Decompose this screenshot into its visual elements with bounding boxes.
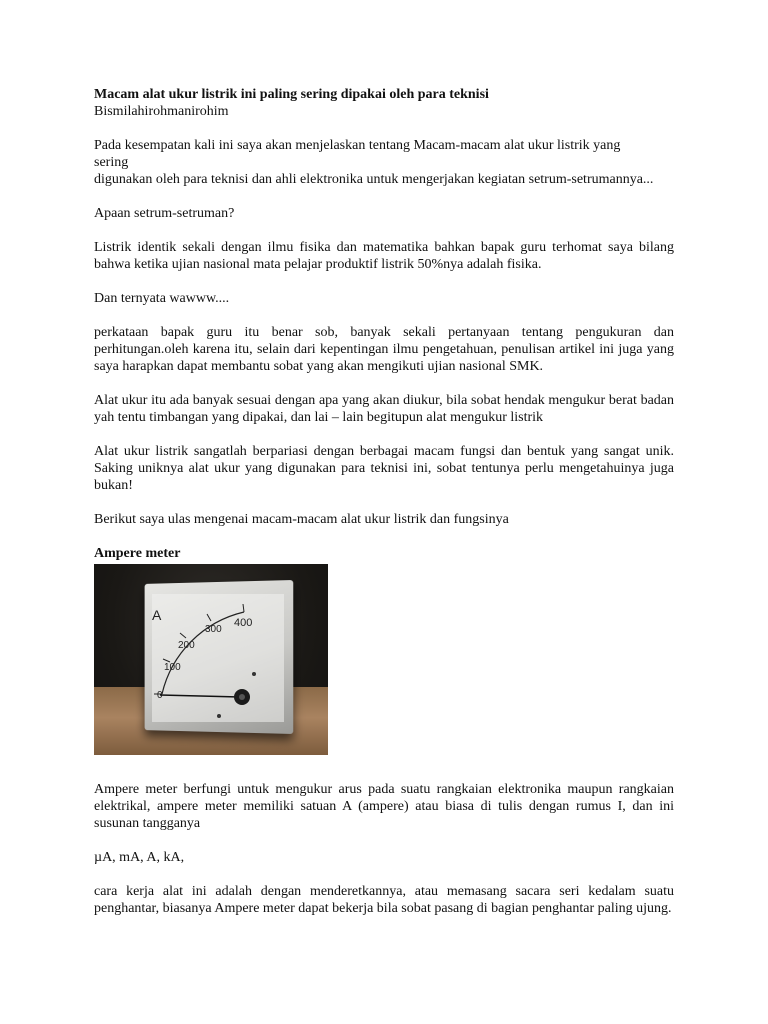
article-title: Macam alat ukur listrik ini paling sering dipakai oleh para teknisi [94,87,489,102]
paragraph-tools: Alat ukur itu ada banyak sesuai dengan apa yang akan diukur, bila sobat hendak mengukur berat badan yah tentu timbangan yang dipakai, dan lai – lain begitupun alat mengukur listrik [94,393,674,425]
question-text: Apaan setrum-setruman? [94,206,235,221]
paragraph-intro-line1: Pada kesempatan kali ini saya akan menjelaskan tentang Macam-macam alat ukur listrik yang [94,138,621,153]
paragraph-ampere-function: Ampere meter berfungi untuk mengukur arus pada suatu rangkaian elektronika maupun rangkaian elektrikal, ampere meter memiliki satuan A (ampere) atau biasa di tulis dengan rumus I, dan ini susunan tangganya [94,782,674,831]
meter-scale-label: 400 [234,617,253,629]
meter-dial-drawing [94,564,328,755]
meter-scale-label: 200 [178,640,195,651]
paragraph-intro-line3: digunakan oleh para teknisi dan ahli elektronika untuk mengerjakan kegiatan setrum-setrumannya... [94,172,654,187]
paragraph-how-it-works: cara kerja alat ini adalah dengan menderetkannya, atau memasang sacara seri kedalam suatu penghantar, biasanya Ampere meter dapat bekerja bila sobat pasang di bagian penghantar paling ujung. [94,884,674,916]
section-heading-ampere-meter: Ampere meter [94,546,181,561]
meter-scale-label: 300 [205,624,222,635]
paragraph-variety: Alat ukur listrik sangatlah berpariasi dengan berbagai macam fungsi dan bentuk yang sangat unik. Saking uniknya alat ukur yang digunakan para teknisi ini, sobat tentunya perlu mengetahuinya juga bukan! [94,444,674,493]
meter-scale-label: 100 [164,662,181,673]
paragraph-physics: Listrik identik sekali dengan ilmu fisika dan matematika bahkan bapak guru terhomat saya bilang bahwa ketika ujian nasional mata pelajar produktif listrik 50%nya adalah fisika. [94,240,674,272]
article-body [94,86,674,917]
meter-scale-label: 0 [157,690,163,701]
paragraph-exclaim: Dan ternyata wawww.... [94,291,230,306]
paragraph-teacher: perkataan bapak guru itu benar sob, banyak sekali pertanyaan tentang pengukuran dan perhitungan.oleh karena itu, selain dari kepentingan ilmu pengetahuan, penulisan artikel ini juga yang saya harapkan dapat membantu sobat yang akan mengikuti ujian nasional SMK. [94,325,674,374]
meter-unit-label: A [152,607,162,623]
units-list: µA, mA, A, kA, [94,850,185,865]
greeting: Bismilahirohmanirohim [94,104,229,119]
ampere-meter-photo [94,564,328,755]
paragraph-overview: Berikut saya ulas mengenai macam-macam alat ukur listrik dan fungsinya [94,512,509,527]
paragraph-intro-line2: sering [94,155,129,170]
